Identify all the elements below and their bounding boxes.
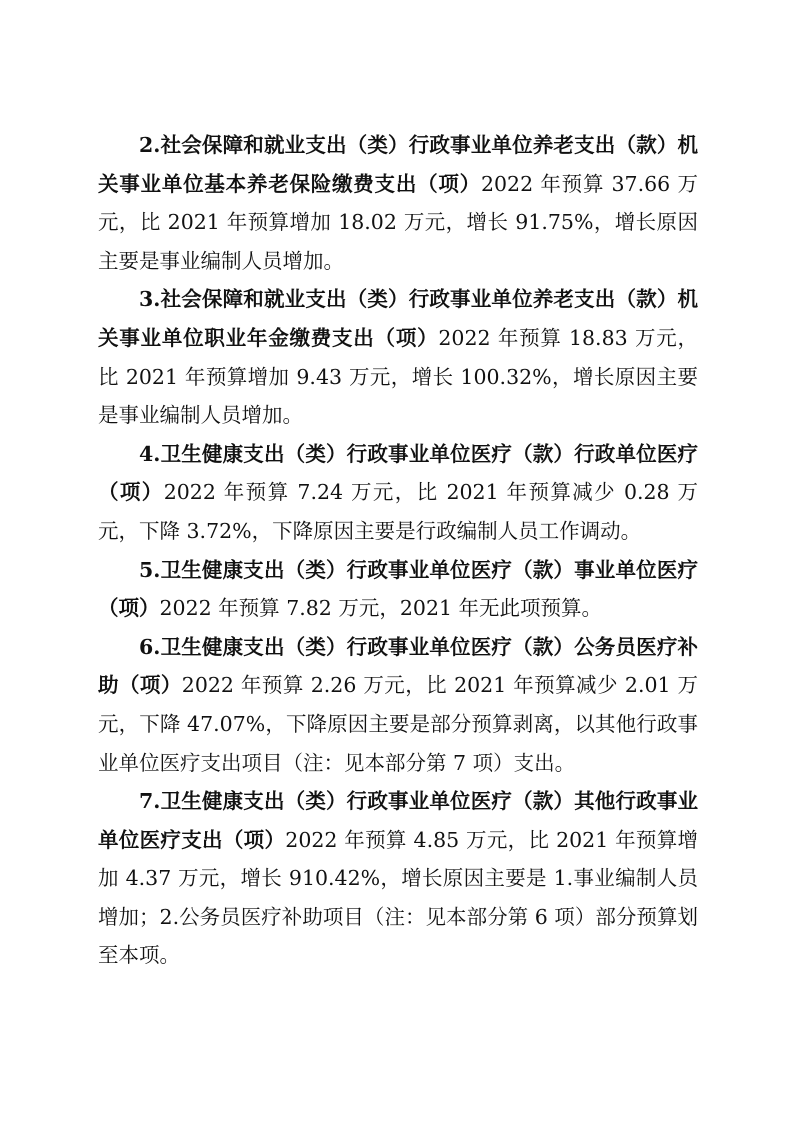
paragraph-text: 2022 年预算 7.82 万元，2021 年无此项预算。 bbox=[159, 596, 603, 621]
paragraph-heading: 5.卫生健康支出（类）行政事业单位医疗（款）事业单位医疗（项） bbox=[98, 557, 698, 621]
document-body bbox=[98, 126, 698, 975]
paragraph-item-6 bbox=[98, 628, 698, 782]
paragraph-text: 2022 年预算 37.66 万元，比 2021 年预算增加 18.02 万元，增长 91.75%，增长原因主要是事业编制人员增加。 bbox=[98, 171, 698, 273]
paragraph-item-3 bbox=[98, 280, 698, 434]
paragraph-heading: 3.社会保障和就业支出（类）行政事业单位养老支出（款）机关事业单位职业年金缴费支出（项） bbox=[98, 287, 698, 350]
paragraph-text: 2022 年预算 7.24 万元，比 2021 年预算减少 0.28 万元，下降 3.72%，下降原因主要是行政编制人员工作调动。 bbox=[98, 480, 699, 543]
paragraph-text: 2022 年预算 2.26 万元，比 2021 年预算减少 2.01 万元，下降 47.07%，下降原因主要是部分预算剥离，以其他行政事业单位医疗支出项目（注：见本部分第 7 项）支出。 bbox=[98, 673, 699, 775]
paragraph-heading: 4.卫生健康支出（类）行政事业单位医疗（款）行政单位医疗（项） bbox=[98, 441, 698, 505]
paragraph-item-5 bbox=[98, 551, 698, 628]
paragraph-heading: 7.卫生健康支出（类）行政事业单位医疗（款）其他行政事业单位医疗支出（项） bbox=[98, 789, 698, 852]
paragraph-item-2 bbox=[98, 126, 698, 280]
paragraph-heading: 2.社会保障和就业支出（类）行政事业单位养老支出（款）机关事业单位基本养老保险缴费支出（项） bbox=[98, 133, 698, 196]
paragraph-item-7 bbox=[98, 782, 698, 975]
paragraph-heading: 6.卫生健康支出（类）行政事业单位医疗（款）公务员医疗补助（项） bbox=[98, 634, 698, 698]
paragraph-text: 2022 年预算 18.83 万元，比 2021 年预算增加 9.43 万元，增长 100.32%，增长原因主要是事业编制人员增加。 bbox=[98, 325, 698, 428]
paragraph-text: 2022 年预算 4.85 万元，比 2021 年预算增加 4.37 万元，增长 910.42%，增长原因主要是 1.事业编制人员增加；2.公务员医疗补助项目（注：见本部分第 6 项）部分预算划至本项。 bbox=[98, 827, 699, 968]
paragraph-item-4 bbox=[98, 435, 698, 551]
